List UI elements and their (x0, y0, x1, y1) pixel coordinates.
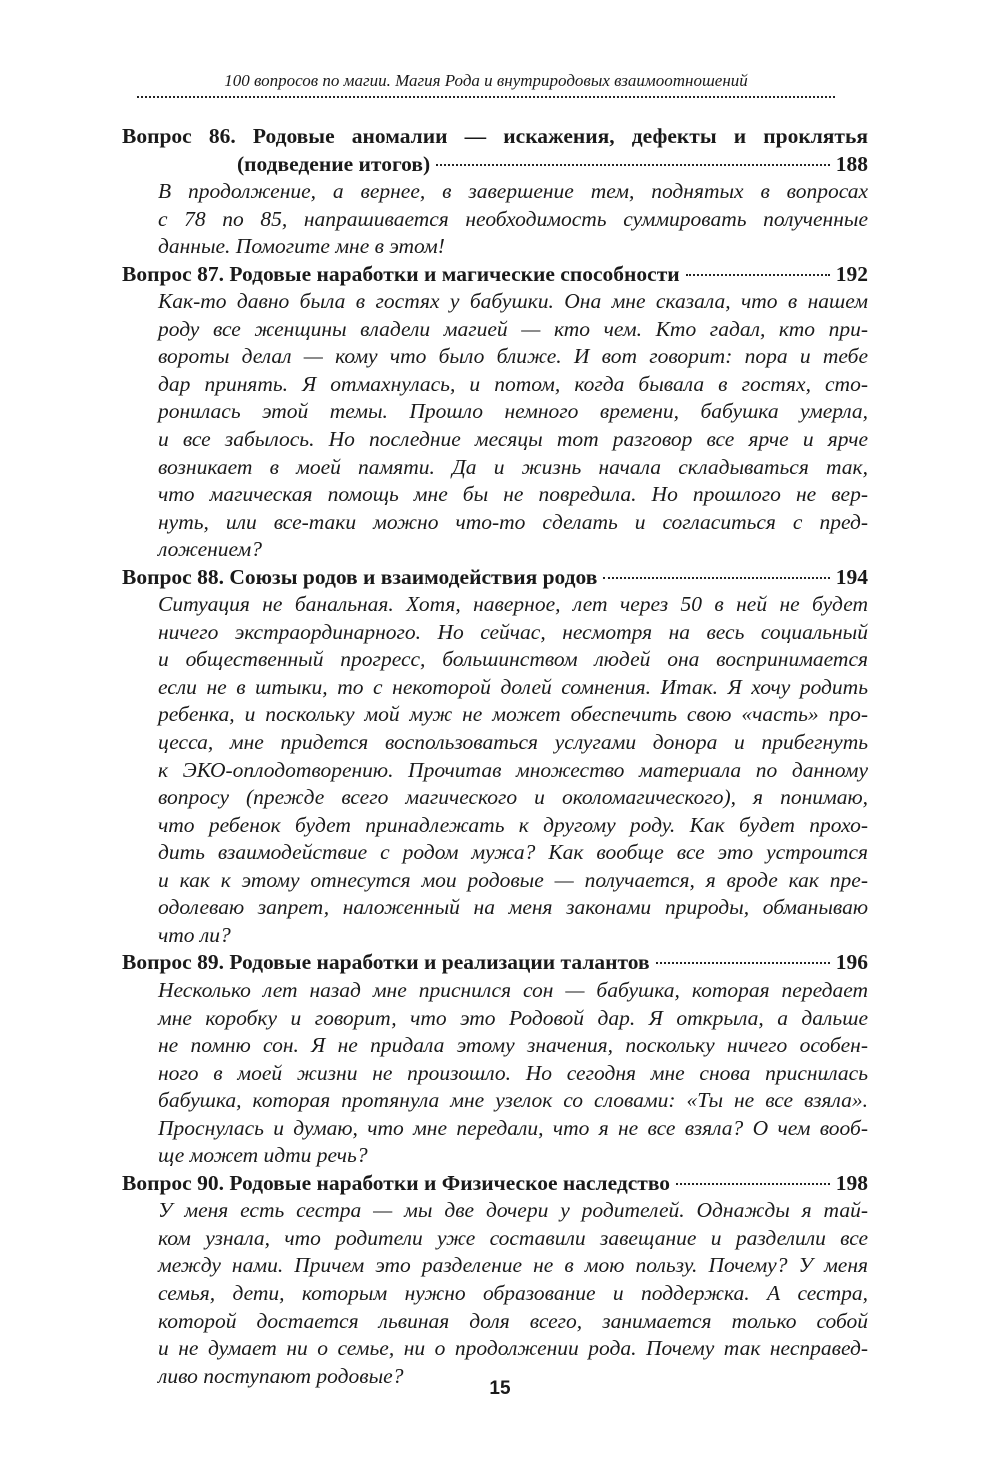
page-number: 15 (489, 1378, 511, 1399)
toc-entry (122, 949, 868, 1169)
entry-title-line: Вопрос 86. Родовые аномалии — искажения, дефекты и проклятья (122, 124, 868, 148)
entry-question-line: данные. Помогите мне в этом! (158, 234, 445, 259)
entry-title-line (122, 1170, 868, 1198)
entry-question-line: семья, дети, которым нужно образование и поддержка. А сестра, (158, 1280, 868, 1305)
entry-title: Вопрос 87. Родовые наработки и магические способности (122, 261, 680, 286)
entry-question-line: если не в штыки, то с некоторой долей сомнения. Итак. Я хочу родить (158, 674, 868, 699)
entry-page-number: 194 (835, 564, 868, 589)
entry-question-line: дар принять. Я отмахнулась, и потом, когда бывала в гостях, сто- (158, 371, 868, 396)
entry-question-line: мне коробку и говорит, что это Родовой дар. Я открыла, а дальше (158, 1005, 868, 1030)
entry-title: Вопрос 90. Родовые наработки и Физическое наследство (122, 1170, 671, 1195)
entry-question-line: цесса, мне придется воспользоваться услугами донора и прибегнуть (158, 730, 868, 755)
toc-entry (122, 1170, 868, 1390)
entry-question-line: ребенка, и поскольку мой муж не может обеспечить свою «часть» про- (158, 702, 868, 727)
entry-question-line: не помню сон. Я не придала этому значения, поскольку ничего особен- (158, 1033, 868, 1058)
entry-page-number: 188 (835, 151, 868, 176)
entry-question-line: ного в моей жизни не произошло. Но сегодня мне снова приснилась (158, 1060, 868, 1085)
entry-question-line: роду все женщины владели магией — кто чем. Кто гадал, кто при- (158, 316, 868, 341)
entry-question-line: одолеваю запрет, наложенный на меня законами природы, обманываю (158, 895, 868, 920)
dot-leader (676, 1183, 830, 1185)
entry-title: Вопрос 89. Родовые наработки и реализации талантов (122, 950, 650, 975)
entry-title: (подведение итогов) (237, 151, 431, 176)
dot-leader (603, 577, 829, 579)
entry-question-line: что магическая помощь мне бы не повредила. Но прошлого не вер- (158, 482, 868, 507)
entry-question-line: и как к этому отнесутся мои родовые — получается, я вроде как пре- (158, 867, 868, 892)
running-header: 100 вопросов по магии. Магия Рода и внутриродовых взаимоотношений (224, 71, 748, 90)
entry-question-line: и общественный прогресс, большинством людей она воспринимается (158, 647, 868, 672)
entry-question-line: ложением? (158, 537, 263, 562)
entry-question-line: ничего экстраординарного. Но сейчас, несмотря на весь социальный (158, 619, 868, 644)
entry-question-line: дить взаимодействие с родом мужа? Как вообще все это устроится (158, 840, 868, 865)
entry-question-line: и все забылось. Но последние месяцы тот разговор все ярче и ярче (158, 427, 868, 452)
entry-title: Вопрос 88. Союзы родов и взаимодействия родов (122, 564, 598, 589)
entry-question-line: Проснулась и думаю, что мне передали, что я не все взяла? О чем вооб- (158, 1115, 868, 1140)
entry-question-line: ком узнала, что родители уже составили завещание и разделили все (158, 1225, 868, 1250)
entry-page-number: 196 (835, 950, 868, 975)
entry-page-number: 192 (835, 261, 868, 286)
entry-question-line: что ребенок будет принадлежать к другому роду. Как будет прохо- (158, 812, 868, 837)
entry-question-line: что ли? (158, 922, 231, 947)
entry-question-line: ливо поступают родовые? (158, 1363, 404, 1388)
entry-question-line: ронилась этой темы. Прошло немного времени, бабушка умерла, (158, 399, 868, 424)
entry-question-line: вороты делал — кому что было ближе. И вот говорит: пора и тебе (158, 344, 868, 369)
entry-question-line: В продолжение, а вернее, в завершение тем, поднятых в вопросах (158, 179, 868, 204)
entry-question-line: нуть, или все-таки можно что-то сделать и согласиться с пред- (158, 509, 868, 534)
toc-entry (122, 123, 868, 261)
toc-entry (122, 261, 868, 564)
entry-title-line (122, 949, 868, 977)
entry-question-line: и не думает ни о семье, ни о продолжении рода. Почему так несправед- (158, 1336, 868, 1361)
toc-entry (122, 564, 868, 950)
entry-question-line: между нами. Причем это разделение не в мою пользу. Почему? У меня (158, 1253, 868, 1278)
entry-question-line: Как-то давно была в гостях у бабушки. Она мне сказала, что в нашем (158, 289, 868, 314)
entry-question-line: которой достается львиная доля всего, занимается только собой (158, 1308, 868, 1333)
entry-question-line: У меня есть сестра — мы две дочери у родителей. Однажды я тай- (158, 1198, 868, 1223)
header-divider (137, 96, 835, 98)
entry-question-line: возникает в моей памяти. Да и жизнь начала складываться так, (158, 454, 868, 479)
entry-question-line: вопросу (прежде всего магического и околомагического), я понимаю, (158, 785, 868, 810)
entry-question-line: Ситуация не банальная. Хотя, наверное, лет через 50 в ней не будет (158, 592, 868, 617)
entry-title-line (122, 564, 868, 592)
entry-question-line: бабушка, которая протянула мне узелок со словами: «Ты не все взяла». (158, 1088, 868, 1113)
entry-title-line (122, 261, 868, 289)
table-of-contents (122, 123, 868, 1390)
entry-question-line: к ЭКО-оплодотворению. Прочитав множество материала по данному (158, 757, 868, 782)
entry-question-line: ще может идти речь? (158, 1143, 368, 1168)
entry-question-line: Несколько лет назад мне приснился сон — бабушка, которая передает (158, 977, 868, 1002)
dot-leader (436, 164, 830, 166)
dot-leader (656, 962, 830, 964)
entry-title-line (122, 151, 868, 179)
entry-page-number: 198 (835, 1170, 868, 1195)
entry-question-line: с 78 по 85, напрашивается необходимость суммировать полученные (158, 206, 868, 231)
dot-leader (686, 274, 830, 276)
